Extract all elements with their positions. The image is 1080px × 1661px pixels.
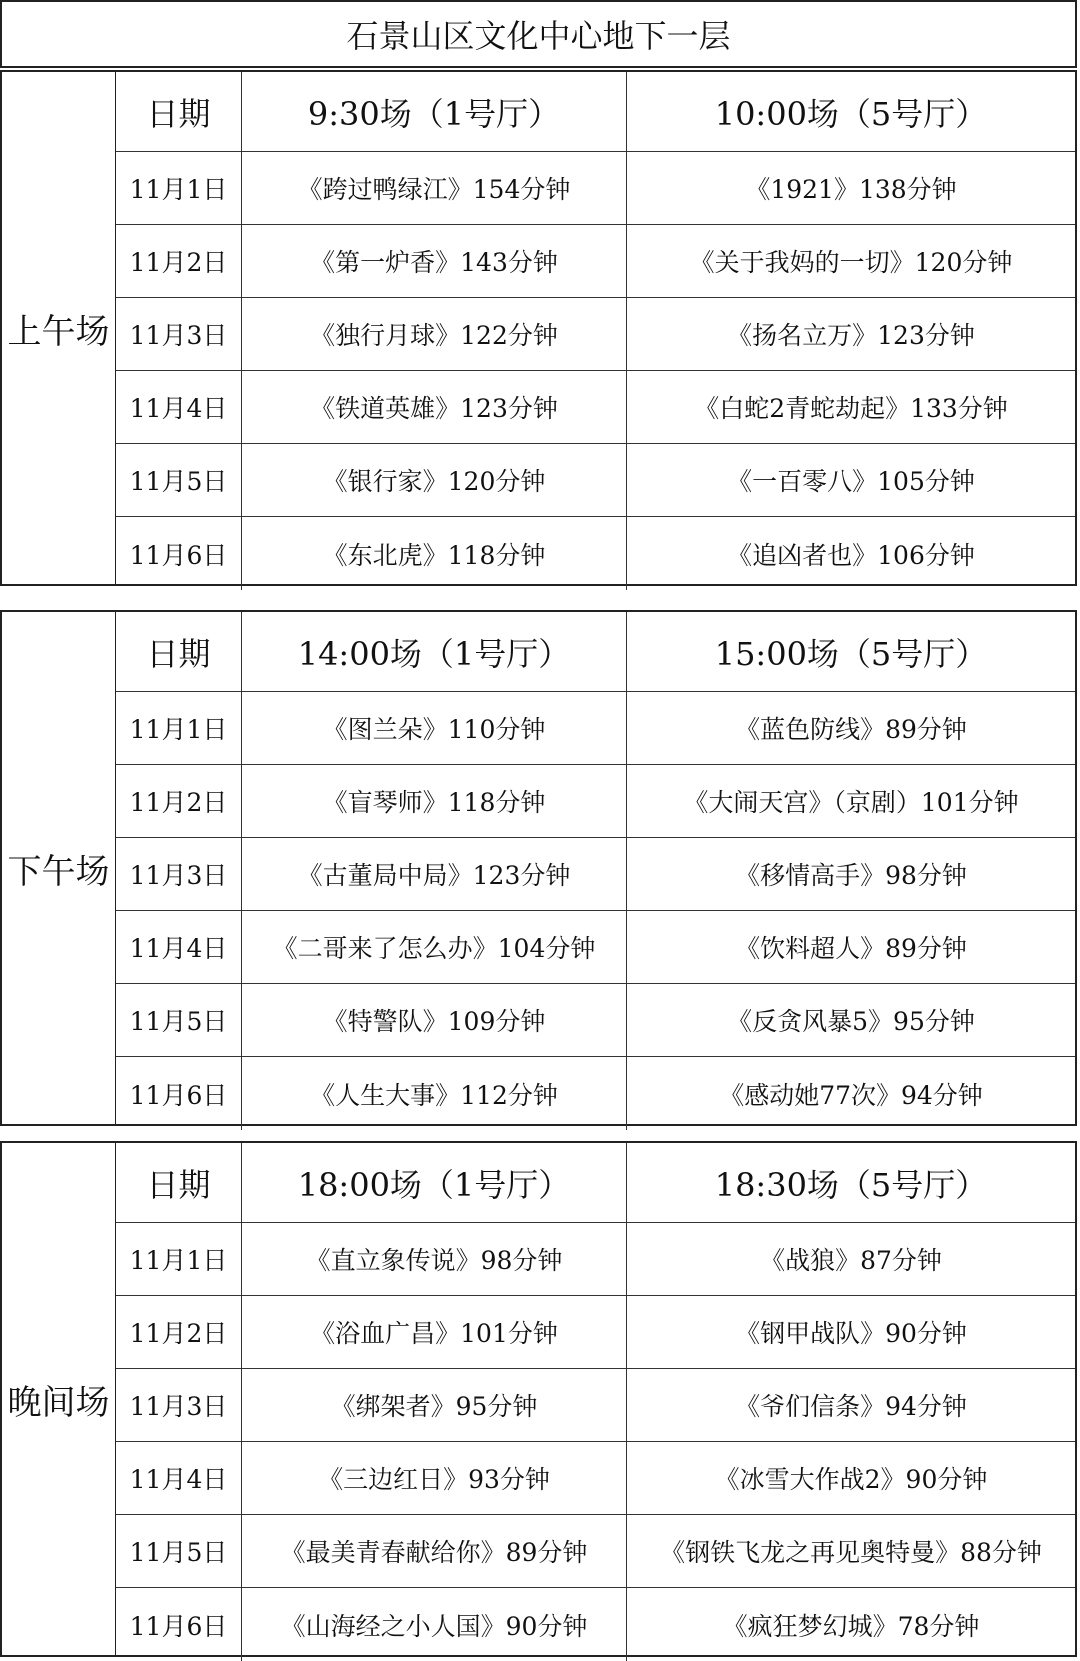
hall1-film-cell: 《古董局中局》123分钟 bbox=[242, 838, 627, 910]
table-row bbox=[116, 911, 1075, 984]
date-cell: 11月1日 bbox=[116, 1223, 242, 1295]
hall5-showtime-header: 18:30场（5号厅） bbox=[714, 1165, 988, 1204]
table-row bbox=[116, 517, 1075, 590]
hall5-film-cell: 《1921》138分钟 bbox=[745, 175, 957, 204]
morning-schedule-block bbox=[0, 70, 1077, 586]
schedule-grid bbox=[116, 72, 1075, 584]
hall5-film-cell: 《饮料超人》89分钟 bbox=[735, 934, 967, 963]
date-cell: 11月5日 bbox=[116, 984, 242, 1056]
hall1-showtime-header: 18:00场（1号厅） bbox=[242, 1143, 627, 1222]
hall1-film-cell: 《跨过鸭绿江》154分钟 bbox=[242, 152, 627, 224]
hall5-showtime-header: 10:00场（5号厅） bbox=[714, 94, 988, 133]
table-row bbox=[116, 225, 1075, 298]
hall1-film-cell: 《独行月球》122分钟 bbox=[242, 298, 627, 370]
header-row bbox=[116, 72, 1075, 152]
date-cell: 11月6日 bbox=[116, 1588, 242, 1661]
date-cell: 11月2日 bbox=[116, 225, 242, 297]
table-row bbox=[116, 838, 1075, 911]
hall1-showtime-header: 9:30场（1号厅） bbox=[242, 72, 627, 151]
date-cell: 11月4日 bbox=[116, 371, 242, 443]
hall1-film-cell: 《三边红日》93分钟 bbox=[242, 1442, 627, 1514]
hall5-film-cell: 《冰雪大作战2》90分钟 bbox=[714, 1465, 988, 1494]
date-column-header: 日期 bbox=[116, 1143, 242, 1222]
hall5-film-cell: 《蓝色防线》89分钟 bbox=[735, 715, 967, 744]
table-row bbox=[116, 444, 1075, 517]
session-label: 上午场 bbox=[2, 72, 116, 584]
date-cell: 11月4日 bbox=[116, 911, 242, 983]
table-row bbox=[116, 371, 1075, 444]
hall1-film-cell: 《最美青春献给你》89分钟 bbox=[242, 1515, 627, 1587]
hall1-film-cell: 《盲琴师》118分钟 bbox=[242, 765, 627, 837]
hall5-film-cell: 《战狼》87分钟 bbox=[760, 1246, 942, 1275]
hall1-film-cell: 《直立象传说》98分钟 bbox=[242, 1223, 627, 1295]
evening-schedule-block bbox=[0, 1141, 1077, 1657]
hall1-film-cell: 《第一炉香》143分钟 bbox=[242, 225, 627, 297]
hall5-showtime-header: 15:00场（5号厅） bbox=[714, 634, 988, 673]
hall1-showtime-header: 14:00场（1号厅） bbox=[242, 612, 627, 691]
date-cell: 11月5日 bbox=[116, 1515, 242, 1587]
session-label: 晚间场 bbox=[2, 1143, 116, 1655]
date-cell: 11月2日 bbox=[116, 765, 242, 837]
hall5-film-cell: 《钢铁飞龙之再见奥特曼》88分钟 bbox=[660, 1538, 1042, 1567]
header-row bbox=[116, 612, 1075, 692]
date-cell: 11月4日 bbox=[116, 1442, 242, 1514]
hall5-film-cell: 《爷们信条》94分钟 bbox=[735, 1392, 967, 1421]
hall5-film-cell: 《疯狂梦幻城》78分钟 bbox=[722, 1611, 980, 1641]
hall1-film-cell: 《特警队》109分钟 bbox=[242, 984, 627, 1056]
hall5-film-cell: 《钢甲战队》90分钟 bbox=[735, 1319, 967, 1348]
table-row bbox=[116, 1057, 1075, 1130]
hall1-film-cell: 《图兰朵》110分钟 bbox=[242, 692, 627, 764]
date-cell: 11月6日 bbox=[116, 517, 242, 590]
hall5-film-cell: 《大闹天宫》（京剧）101分钟 bbox=[683, 788, 1019, 817]
hall1-film-cell: 《山海经之小人国》90分钟 bbox=[242, 1588, 627, 1661]
hall5-film-cell: 《追凶者也》106分钟 bbox=[727, 540, 975, 570]
table-row bbox=[116, 1223, 1075, 1296]
hall1-film-cell: 《东北虎》118分钟 bbox=[242, 517, 627, 590]
hall1-film-cell: 《浴血广昌》101分钟 bbox=[242, 1296, 627, 1368]
hall5-film-cell: 《关于我妈的一切》120分钟 bbox=[689, 248, 1013, 277]
table-row bbox=[116, 1296, 1075, 1369]
schedule-grid bbox=[116, 612, 1075, 1124]
hall1-film-cell: 《铁道英雄》123分钟 bbox=[242, 371, 627, 443]
date-cell: 11月1日 bbox=[116, 692, 242, 764]
hall1-film-cell: 《银行家》120分钟 bbox=[242, 444, 627, 516]
page-title: 石景山区文化中心地下一层 bbox=[0, 0, 1077, 68]
table-row bbox=[116, 984, 1075, 1057]
date-column-header: 日期 bbox=[116, 612, 242, 691]
table-row bbox=[116, 1515, 1075, 1588]
hall1-film-cell: 《人生大事》112分钟 bbox=[242, 1057, 627, 1130]
date-cell: 11月3日 bbox=[116, 838, 242, 910]
table-row bbox=[116, 692, 1075, 765]
hall5-film-cell: 《移情高手》98分钟 bbox=[735, 861, 967, 890]
date-cell: 11月3日 bbox=[116, 1369, 242, 1441]
date-column-header: 日期 bbox=[116, 72, 242, 151]
table-row bbox=[116, 1442, 1075, 1515]
table-row bbox=[116, 298, 1075, 371]
date-cell: 11月6日 bbox=[116, 1057, 242, 1130]
hall5-film-cell: 《感动她77次》94分钟 bbox=[719, 1080, 983, 1110]
schedule-grid bbox=[116, 1143, 1075, 1655]
table-row bbox=[116, 1369, 1075, 1442]
afternoon-schedule-block bbox=[0, 610, 1077, 1126]
table-row bbox=[116, 152, 1075, 225]
table-row bbox=[116, 765, 1075, 838]
hall5-film-cell: 《扬名立万》123分钟 bbox=[727, 321, 975, 350]
date-cell: 11月2日 bbox=[116, 1296, 242, 1368]
date-cell: 11月5日 bbox=[116, 444, 242, 516]
date-cell: 11月1日 bbox=[116, 152, 242, 224]
date-cell: 11月3日 bbox=[116, 298, 242, 370]
hall5-film-cell: 《一百零八》105分钟 bbox=[727, 467, 975, 496]
hall1-film-cell: 《二哥来了怎么办》104分钟 bbox=[242, 911, 627, 983]
session-label: 下午场 bbox=[2, 612, 116, 1124]
hall1-film-cell: 《绑架者》95分钟 bbox=[242, 1369, 627, 1441]
table-row bbox=[116, 1588, 1075, 1661]
header-row bbox=[116, 1143, 1075, 1223]
hall5-film-cell: 《白蛇2青蛇劫起》133分钟 bbox=[694, 394, 1008, 423]
hall5-film-cell: 《反贪风暴5》95分钟 bbox=[727, 1007, 975, 1036]
